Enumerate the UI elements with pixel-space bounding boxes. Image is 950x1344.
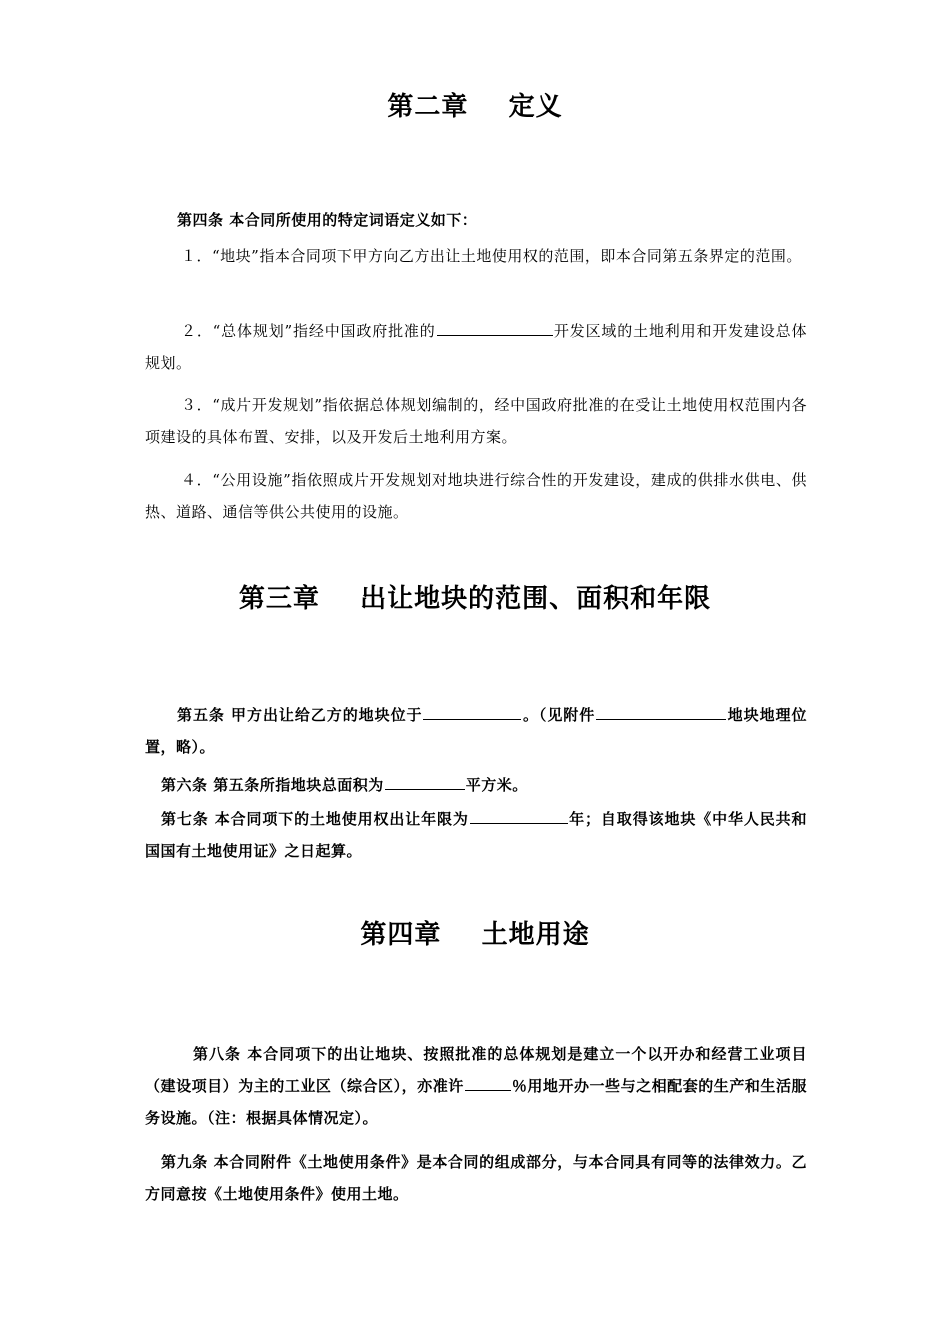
chapter-2-title: 第二章 定义 (387, 92, 563, 122)
land-location-blank (423, 702, 521, 720)
article-4-item-2-text-a: ２．“总体规划”指经中国政府批准的 (181, 322, 436, 340)
article-4-item-3: ３．“成片开发规划”指依据总体规划编制的，经中国政府批准的在受让土地使用权范围内各项建设的具体布置、安排，以及开发后土地利用方案。 (145, 396, 807, 446)
article-8-text-a: 第八条 本合同项下的出让地块、按照批准的总体规划是建立一个以开办和经营工业项目（建设项目）为主的工业区（综合区），亦准许 (145, 1045, 807, 1095)
article-7 (145, 803, 807, 867)
article-4-item-4: ４．“公用设施”指依照成片开发规划对地块进行综合性的开发建设，建成的供排水供电、供热、道路、通信等供公共使用的设施。 (145, 471, 807, 521)
article-5-text-a: 第五条 甲方出让给乙方的地块位于 (177, 706, 423, 724)
development-zone-blank (437, 318, 553, 336)
article-5-text-b: 。（见附件 (522, 706, 596, 724)
article-5-text-c: 地块地理位置，略）。 (145, 706, 807, 756)
chapter-4-title: 第四章 土地用途 (360, 920, 590, 950)
article-4-item-2-text-b: 开发区域的土地利用和开发建设总体规划。 (145, 322, 807, 372)
percentage-blank (465, 1073, 511, 1091)
article-6-text-b: 平方米。 (465, 776, 528, 794)
article-8-text-b: ％用地开办一些与之相配套的生产和生活服务设施。（注：根据具体情况定）。 (145, 1077, 807, 1127)
article-6 (145, 769, 807, 801)
total-area-blank (385, 772, 465, 790)
article-4-heading: 第四条 本合同所使用的特定词语定义如下： (177, 211, 478, 229)
article-7-text-b: 年；自取得该地块《中华人民共和国国有土地使用证》之日起算。 (145, 810, 807, 860)
lease-years-blank (470, 806, 568, 824)
chapter-3-title: 第三章 出让地块的范围、面积和年限 (238, 584, 712, 614)
article-5 (145, 699, 807, 763)
article-6-text-a: 第六条 第五条所指地块总面积为 (161, 776, 384, 794)
attachment-number-blank (596, 702, 726, 720)
article-4-item-1: １．“地块”指本合同项下甲方向乙方出让土地使用权的范围，即本合同第五条界定的范围。 (181, 247, 802, 265)
article-9: 第九条 本合同附件《土地使用条件》是本合同的组成部分，与本合同具有同等的法律效力。乙方同意按《土地使用条件》使用土地。 (145, 1153, 807, 1203)
article-7-text-a: 第七条 本合同项下的土地使用权出让年限为 (161, 810, 469, 828)
article-8 (145, 1038, 807, 1134)
article-4-item-2 (145, 315, 807, 379)
